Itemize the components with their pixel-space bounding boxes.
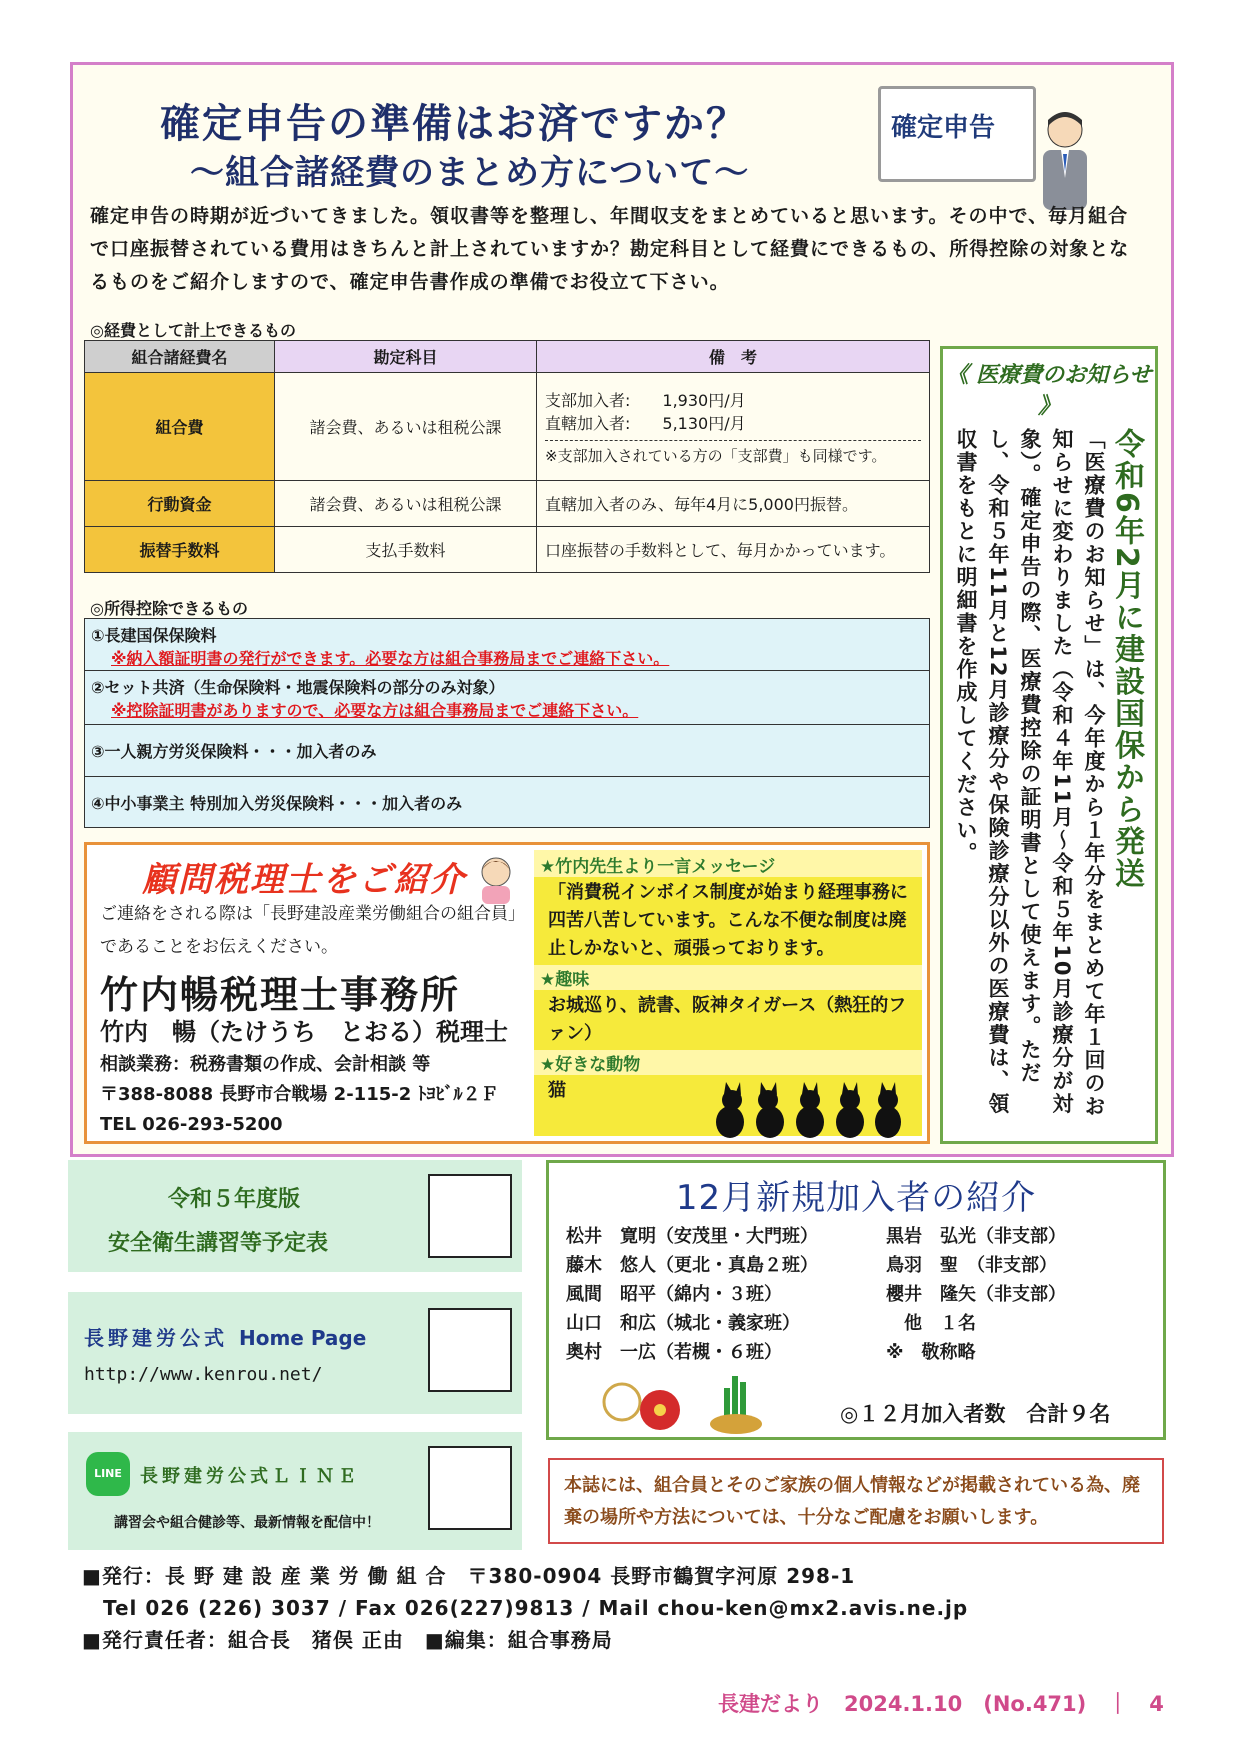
- homepage-label: [84, 1322, 366, 1351]
- remarks: [537, 373, 930, 481]
- line-note: 講習会や組合健診等、最新情報を配信中！: [114, 1515, 380, 1531]
- deductions-list: [84, 618, 930, 828]
- animal-text: 猫: [548, 1080, 566, 1101]
- remark-line: 直轄加入者: 5,130円/月: [545, 413, 746, 433]
- message-text: 「消費税インボイス制度が始まり経理事務に四苦八苦しています。こんな不便な制度は廃止しかないと、頑張っております。: [548, 882, 908, 959]
- privacy-notice: 本誌には、組合員とそのご家族の個人情報などが掲載されている為、廃棄の場所や方法については、十分なご配慮をお願いします。: [548, 1458, 1164, 1544]
- table-header-row: [85, 341, 930, 373]
- expenses-label: ◎経費として計上できるもの: [90, 321, 296, 340]
- homepage-box[interactable]: [68, 1292, 522, 1414]
- advisor-title: 顧問税理士をご紹介: [142, 860, 466, 900]
- deduction-title: ③一人親方労災保険料・・・加入者のみ: [91, 742, 377, 761]
- expense-name: 行動資金: [85, 481, 275, 527]
- hobby-text: お城巡り、読書、阪神タイガース（熱狂的ファン）: [548, 995, 907, 1044]
- deduction-title: ②セット共済（生命保険料・地震保険料の部分のみ対象）: [91, 678, 505, 697]
- list-item: [85, 725, 929, 777]
- publisher-line: ■発行：長 野 建 設 産 業 労 働 組 合 〒380-0904 長野市鶴賀字河原 298-1: [82, 1564, 856, 1588]
- advisor-name: 竹内 暢（たけうち とおる）税理士: [100, 1018, 508, 1046]
- new-year-decoration-icon: [600, 1366, 780, 1436]
- account-item: 諸会費、あるいは租税公課: [275, 481, 537, 527]
- cats-silhouette-icon: [710, 1078, 906, 1140]
- line-icon: LINE: [86, 1452, 130, 1496]
- advisor-note: ご連絡をされる際は「長野建設産業労働組合の組合員」であることをお伝えください。: [100, 904, 525, 957]
- list-item: 他 １名: [886, 1313, 976, 1334]
- advisor-tel: TEL 026-293-5200: [100, 1114, 283, 1135]
- members-title: 12月新規加入者の紹介: [675, 1178, 1037, 1218]
- column-header: 組合諸経費名: [85, 341, 275, 373]
- remark-line: 支部加入者: 1,930円/月: [545, 390, 746, 410]
- advisor-details: [100, 1050, 499, 1140]
- qr-code-icon[interactable]: [428, 1174, 512, 1258]
- list-item: [85, 777, 929, 827]
- remark-line: ※支部加入されている方の「支部費」も同様です。: [545, 440, 921, 466]
- list-item: [85, 619, 929, 671]
- schedule-box[interactable]: [68, 1160, 522, 1272]
- schedule-line2: 安全衛生講習等予定表: [108, 1231, 329, 1256]
- intro-paragraph: 確定申告の時期が近づいてきました。領収書等を整理し、年間収支をまとめていると思います。その中で、毎月組合で口座振替されている費用はきちんと計上されていますか？勘定科目として経費にできるもの、所得控除の対象となるものをご紹介しますので、確定申告書作成の準備でお役立て下さい。: [90, 205, 1130, 293]
- account-item: 諸会費、あるいは租税公課: [275, 373, 537, 481]
- list-item: ※ 敬称略: [886, 1342, 976, 1363]
- list-item: [85, 671, 929, 725]
- deduction-note: ※控除証明書がありますので、必要な方は組合事務局までご連絡下さい。: [111, 701, 639, 720]
- list-item: 山口 和広（城北・義家班）: [566, 1313, 800, 1334]
- line-box[interactable]: [68, 1432, 522, 1550]
- list-item: 櫻井 隆矢（非支部）: [886, 1284, 1066, 1305]
- medical-headline: 令和6年2月に建設国保から発送: [1109, 428, 1144, 890]
- advisor-consult: 相談業務：税務書類の作成、会計相談 等: [100, 1054, 431, 1075]
- members-total: ◎１２月加入者数 合計９名: [840, 1402, 1111, 1426]
- advisor-office: 竹内暢税理士事務所: [100, 973, 461, 1017]
- list-item: 奥村 一広（若槻・６班）: [566, 1342, 782, 1363]
- column-header: 勘定科目: [275, 341, 537, 373]
- expenses-table: [84, 340, 930, 573]
- board-label: 確定申告: [891, 113, 996, 143]
- editor-line: ■発行責任者：組合長 猪俣 正由 ■編集：組合事務局: [82, 1628, 613, 1652]
- column-header: 備 考: [537, 341, 930, 373]
- table-row: [85, 527, 930, 573]
- table-row: [85, 373, 930, 481]
- qr-code-icon[interactable]: [428, 1308, 512, 1392]
- remarks: 直轄加入者のみ、毎年4月に5,000円振替。: [537, 481, 930, 527]
- publisher-info: [82, 1560, 968, 1656]
- qr-code-icon[interactable]: [428, 1446, 512, 1530]
- members-left-list: [566, 1222, 818, 1367]
- expense-name: 組合費: [85, 373, 275, 481]
- medical-body: 「医療費のお知らせ」は、今年度から１年分をまとめて年１回のお知らせに変わりました（令和４年11月～令和５年10月診療分が対象）。確定申告の際、医療費控除の証明書として使えます。ただし、令和５年11月と12月診療分や保険診療分以外の医療費は、領収書をもとに明細書を作成してください。: [954, 428, 1106, 1118]
- list-item: 風間 昭平（綿内・３班）: [566, 1284, 782, 1305]
- advisor-address: 〒388-8088 長野市合戦場 2-115-2 ﾄﾖﾋﾞﾙ２Ｆ: [100, 1084, 499, 1105]
- schedule-line1: 令和５年度版: [168, 1187, 301, 1212]
- remarks: 口座振替の手数料として、毎月かかっています。: [537, 527, 930, 573]
- deduction-note: ※納入額証明書の発行ができます。必要な方は組合事務局までご連絡下さい。: [111, 649, 670, 668]
- animal-heading: ★好きな動物: [534, 1050, 922, 1075]
- hobby-heading: ★趣味: [534, 965, 922, 990]
- table-row: [85, 481, 930, 527]
- list-item: 黒岩 弘光（非支部）: [886, 1226, 1066, 1247]
- medical-title: 《 医療費のお知らせ 》: [946, 363, 1152, 419]
- members-right-list: [886, 1222, 1066, 1367]
- list-item: 松井 寛明（安茂里・大門班）: [566, 1226, 818, 1247]
- page-title: 確定申告の準備はお済ですか？: [160, 101, 748, 147]
- deduction-title: ④中小事業主 特別加入労災保険料・・・加入者のみ: [91, 794, 463, 813]
- page-subtitle: ～組合諸経費のまとめ方について～: [190, 153, 750, 193]
- homepage-url[interactable]: http://www.kenrou.net/: [84, 1364, 323, 1385]
- expense-name: 振替手数料: [85, 527, 275, 573]
- account-item: 支払手数料: [275, 527, 537, 573]
- line-label: 長野建労公式ＬＩＮＥ: [140, 1466, 360, 1487]
- contact-line: Tel 026 (226) 3037 / Fax 026(227)9813 / Mail chou-ken@mx2.avis.ne.jp: [82, 1596, 969, 1620]
- tax-return-board: [878, 86, 1036, 182]
- list-item: 藤木 悠人（更北・真島２班）: [566, 1255, 818, 1276]
- issue-page-number: 長建だより 2024.1.10 (No.471) ｜ 4: [718, 1692, 1164, 1716]
- message-heading: ★竹内先生より一言メッセージ: [534, 850, 922, 877]
- deduction-title: ①長建国保保険料: [91, 626, 217, 645]
- homepage-label-en: Home Page: [238, 1326, 367, 1350]
- list-item: 鳥羽 聖 （非支部）: [886, 1255, 1057, 1276]
- deductions-label: ◎所得控除できるもの: [90, 599, 248, 618]
- homepage-label-text: 長野建労公式: [84, 1326, 228, 1350]
